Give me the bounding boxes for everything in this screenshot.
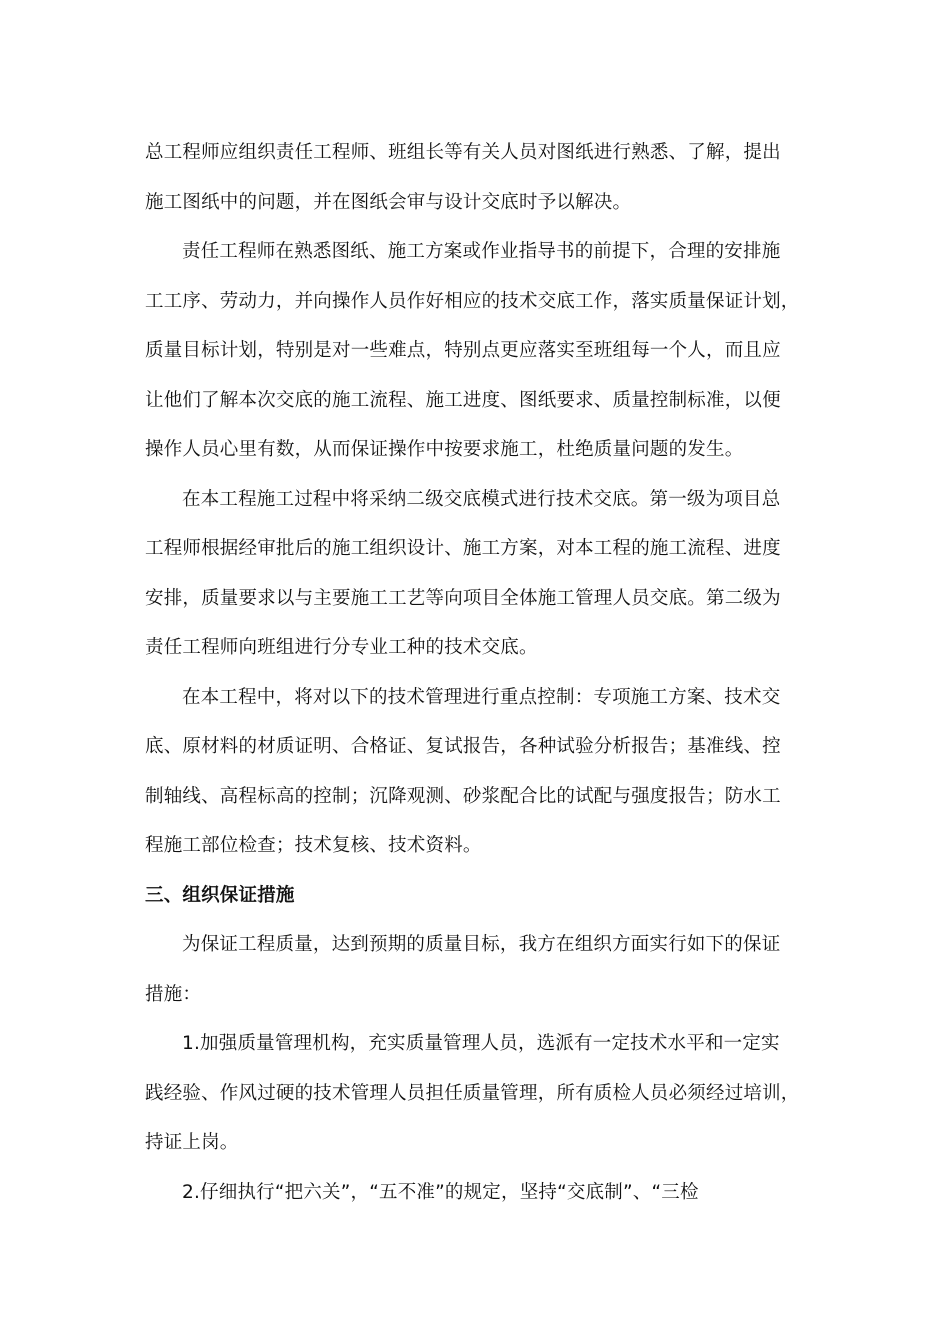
paragraph-first-line: 为保证工程质量，达到预期的质量目标，我方在组织方面实行如下的保证 <box>182 934 781 955</box>
paragraph-first-line: 责任工程师在熟悉图纸、施工方案或作业指导书的前提下，合理的安排施 <box>182 241 781 262</box>
body-line: 程施工部位检查；技术复核、技术资料。 <box>145 835 482 856</box>
paragraph-first-line: 在本工程施工过程中将采纳二级交底模式进行技术交底。第一级为项目总 <box>182 488 781 510</box>
paragraph-first-line: 在本工程中，将对以下的技术管理进行重点控制：专项施工方案、技术交 <box>182 686 781 708</box>
body-line: 质量目标计划，特别是对一些难点，特别点更应落实至班组每一个人，而且应 <box>145 340 781 361</box>
body-line: 施工图纸中的问题，并在图纸会审与设计交底时予以解决。 <box>145 191 632 213</box>
list-item-first-line: 2.仔细执行“把六关”，“五不准”的规定，坚持“交底制”、“三检 <box>182 1181 699 1203</box>
body-line: 工工序、劳动力，并向操作人员作好相应的技术交底工作，落实质量保证计划， <box>145 290 800 312</box>
list-item-first-line: 1.加强质量管理机构，充实质量管理人员，选派有一定技术水平和一定实 <box>182 1033 780 1054</box>
body-line: 操作人员心里有数，从而保证操作中按要求施工，杜绝质量问题的发生。 <box>145 439 744 460</box>
body-line: 让他们了解本次交底的施工流程、施工进度、图纸要求、质量控制标准，以便 <box>145 389 781 411</box>
document-body <box>145 128 821 1217</box>
body-line: 制轴线、高程标高的控制；沉降观测、砂浆配合比的试配与强度报告；防水工 <box>145 785 781 807</box>
body-line: 安排，质量要求以与主要施工工艺等向项目全体施工管理人员交底。第二级为 <box>145 587 781 609</box>
body-line: 措施： <box>145 983 202 1005</box>
body-line: 责任工程师向班组进行分专业工种的技术交底。 <box>145 637 538 658</box>
body-line: 总工程师应组织责任工程师、班组长等有关人员对图纸进行熟悉、了解，提出 <box>145 142 781 163</box>
body-line: 工程师根据经审批后的施工组织设计、施工方案，对本工程的施工流程、进度 <box>145 538 781 559</box>
body-line: 底、原材料的材质证明、合格证、复试报告，各种试验分析报告；基准线、控 <box>145 736 781 757</box>
body-line: 践经验、作风过硬的技术管理人员担任质量管理，所有质检人员必须经过培训， <box>145 1082 800 1104</box>
body-line: 持证上岗。 <box>145 1132 239 1153</box>
section-heading: 三、组织保证措施 <box>145 884 295 906</box>
